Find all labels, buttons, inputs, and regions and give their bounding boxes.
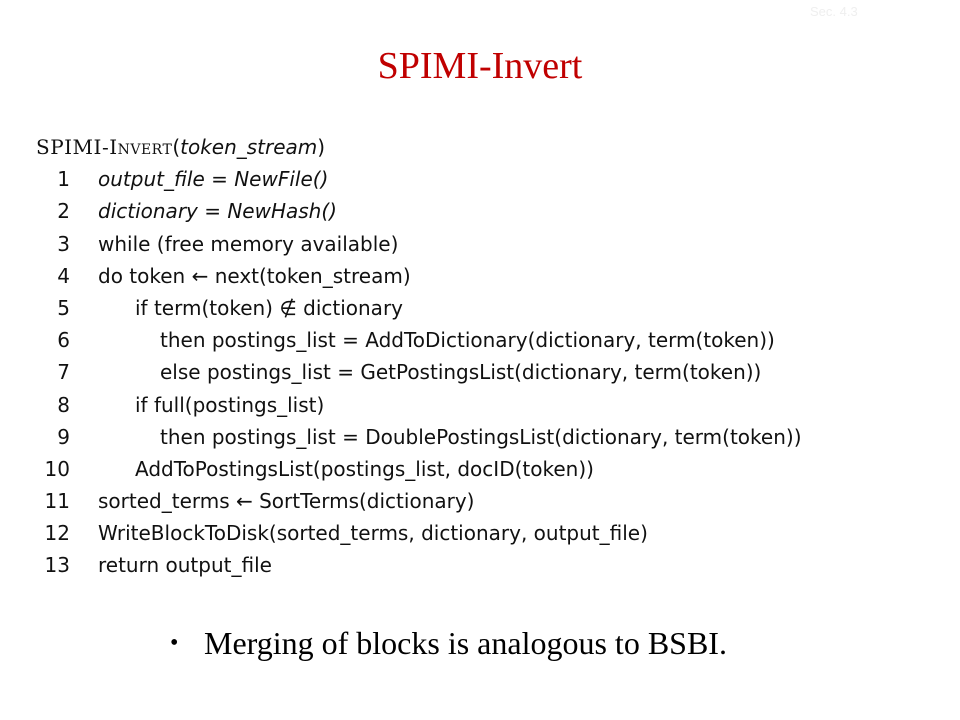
bullet-marker: • [170, 630, 179, 656]
algorithm-line [36, 163, 936, 195]
line-number: 3 [57, 231, 70, 256]
algorithm-line [36, 292, 936, 324]
line-code: else postings_list = GetPostingsList(dictionary, term(token)) [160, 360, 762, 385]
line-code: return output_file [98, 553, 272, 578]
algorithm-line [36, 389, 936, 421]
algorithm-line [36, 485, 936, 517]
line-number: 2 [57, 199, 70, 224]
line-number: 1 [57, 167, 70, 192]
close-paren: ) [317, 135, 326, 159]
algorithm-line [36, 195, 936, 227]
line-number: 10 [44, 456, 70, 481]
procedure-args: token_stream [180, 135, 318, 159]
line-number: 4 [57, 263, 70, 288]
procedure-name: SPIMI-Invert [36, 135, 173, 159]
line-code: if term(token) ∉ dictionary [135, 295, 403, 320]
line-code: if full(postings_list) [135, 392, 325, 417]
algorithm-line [36, 421, 936, 453]
line-number: 13 [44, 553, 70, 578]
line-number: 7 [57, 360, 70, 385]
line-number: 8 [57, 392, 70, 417]
open-paren: ( [172, 135, 181, 159]
algorithm-line [36, 228, 936, 260]
line-number: 6 [57, 328, 70, 353]
line-code: output_file = NewFile() [98, 167, 329, 192]
algorithm-block [36, 131, 936, 582]
algorithm-line [36, 549, 936, 581]
slide-title: SPIMI-Invert [377, 45, 583, 87]
line-code: while (free memory available) [98, 231, 399, 256]
algorithm-line [36, 356, 936, 388]
line-code: dictionary = NewHash() [98, 199, 337, 224]
algorithm-line [36, 453, 936, 485]
line-code: AddToPostingsList(postings_list, docID(token)) [135, 456, 594, 481]
line-code: WriteBlockToDisk(sorted_terms, dictionary, output_file) [98, 521, 648, 546]
line-code: then postings_list = AddToDictionary(dictionary, term(token)) [160, 328, 775, 353]
line-number: 11 [44, 489, 70, 514]
line-number: 9 [57, 424, 70, 449]
line-code: sorted_terms ← SortTerms(dictionary) [98, 489, 475, 514]
line-number: 12 [44, 521, 70, 546]
bullet-text: Merging of blocks is analogous to BSBI. [204, 625, 727, 661]
bullet-point [170, 625, 727, 662]
section-label: Sec. 4.3 [810, 4, 858, 19]
algorithm-header [36, 131, 936, 163]
algorithm-line [36, 324, 936, 356]
algorithm-line [36, 517, 936, 549]
line-code: do token ← next(token_stream) [98, 263, 411, 288]
line-code: then postings_list = DoublePostingsList(dictionary, term(token)) [160, 424, 802, 449]
algorithm-line [36, 260, 936, 292]
line-number: 5 [57, 295, 70, 320]
